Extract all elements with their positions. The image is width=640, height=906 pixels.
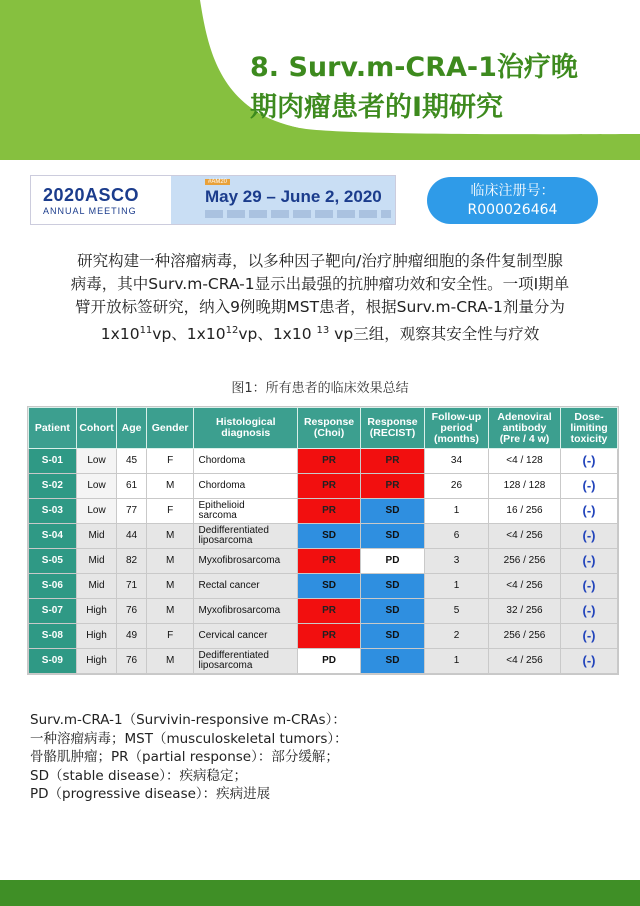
age-cell: 44 — [117, 524, 146, 549]
follow-up-cell: 1 — [424, 574, 488, 599]
dose-high-exponent: 13 — [316, 325, 330, 336]
toxicity-cell: (-) — [561, 524, 618, 549]
cohort-cell: Low — [76, 474, 117, 499]
patient-id: S-04 — [29, 524, 77, 549]
note-line-2: 一种溶瘤病毒；MST（musculoskeletal tumors）： — [30, 730, 348, 747]
note-line-5: PD（progressive disease）：疾病进展 — [30, 786, 271, 802]
response-recist-cell: SD — [361, 624, 425, 649]
toxicity-cell: (-) — [561, 499, 618, 524]
patient-id: S-09 — [29, 649, 77, 674]
diagnosis-cell: Epithelioid sarcoma — [194, 499, 298, 524]
table-row — [29, 599, 618, 624]
gender-cell: M — [146, 649, 194, 674]
age-cell: 71 — [117, 574, 146, 599]
antibody-cell: 128 / 128 — [488, 474, 560, 499]
antibody-cell: 256 / 256 — [488, 624, 560, 649]
response-recist-cell: SD — [361, 499, 425, 524]
age-cell: 82 — [117, 549, 146, 574]
gender-cell: M — [146, 549, 194, 574]
response-choi-cell: SD — [298, 524, 361, 549]
response-choi-cell: PR — [298, 449, 361, 474]
response-choi-cell: SD — [298, 574, 361, 599]
header-response-choi: Response (Choi) — [298, 408, 361, 449]
diagnosis-cell: Rectal cancer — [194, 574, 298, 599]
header-follow-up: Follow-up period (months) — [424, 408, 488, 449]
antibody-cell: <4 / 256 — [488, 574, 560, 599]
intro-line-3: 臂开放标签研究，纳入9例晚期MST患者，根据Surv.m-CRA-1剂量分为 — [75, 298, 565, 316]
response-recist-cell: SD — [361, 649, 425, 674]
follow-up-cell: 2 — [424, 624, 488, 649]
registration-badge — [427, 177, 598, 224]
asco-subtitle: ANNUAL MEETING — [43, 205, 137, 216]
patient-id: S-08 — [29, 624, 77, 649]
asco-dates-block — [171, 176, 395, 224]
cohort-cell: Mid — [76, 574, 117, 599]
intro-tail: vp三组，观察其安全性与疗效 — [329, 325, 540, 343]
clinical-results-table — [28, 407, 618, 674]
asco-dates: May 29 – June 2, 2020 — [205, 187, 382, 206]
page-title-line-2: 期肉瘤患者的I期研究 — [250, 92, 504, 123]
response-choi-cell: PR — [298, 474, 361, 499]
table-row — [29, 549, 618, 574]
response-recist-cell: PD — [361, 549, 425, 574]
header-response-recist: Response (RECIST) — [361, 408, 425, 449]
cohort-cell: Low — [76, 449, 117, 474]
note-line-4: SD（stable disease）：疾病稳定； — [30, 767, 248, 784]
response-choi-cell: PR — [298, 599, 361, 624]
toxicity-cell: (-) — [561, 474, 618, 499]
table-row — [29, 499, 618, 524]
header-gender: Gender — [146, 408, 194, 449]
diagnosis-cell: Dedifferentiated liposarcoma — [194, 649, 298, 674]
dose-high: vp、1x10 — [238, 325, 317, 343]
cohort-cell: Mid — [76, 549, 117, 574]
asco-logo: 2020ASCO — [43, 184, 140, 205]
header-toxicity: Dose- limiting toxicity — [561, 408, 618, 449]
table-row — [29, 524, 618, 549]
header-antibody: Adenoviral antibody (Pre / 4 w) — [488, 408, 560, 449]
antibody-cell: <4 / 128 — [488, 449, 560, 474]
toxicity-cell: (-) — [561, 549, 618, 574]
cohort-cell: High — [76, 599, 117, 624]
cohort-cell: High — [76, 624, 117, 649]
cohort-cell: High — [76, 649, 117, 674]
table-row — [29, 474, 618, 499]
response-recist-cell: SD — [361, 599, 425, 624]
response-recist-cell: PR — [361, 474, 425, 499]
age-cell: 77 — [117, 499, 146, 524]
antibody-cell: <4 / 256 — [488, 649, 560, 674]
asco-banner — [30, 175, 396, 225]
response-recist-cell: SD — [361, 524, 425, 549]
follow-up-cell: 1 — [424, 649, 488, 674]
abbreviation-notes — [30, 711, 450, 804]
antibody-cell: 32 / 256 — [488, 599, 560, 624]
gender-cell: M — [146, 574, 194, 599]
asco-fine-print — [205, 210, 391, 218]
diagnosis-cell: Chordoma — [194, 449, 298, 474]
patient-id: S-05 — [29, 549, 77, 574]
age-cell: 76 — [117, 599, 146, 624]
study-intro — [30, 250, 610, 346]
diagnosis-cell: Myxofibrosarcoma — [194, 599, 298, 624]
diagnosis-cell: Cervical cancer — [194, 624, 298, 649]
antibody-cell: 256 / 256 — [488, 549, 560, 574]
page-title-line-1: 8. Surv.m-CRA-1治疗晚 — [250, 52, 578, 83]
intro-line-4 — [30, 319, 610, 346]
follow-up-cell: 26 — [424, 474, 488, 499]
footer-green-bar — [0, 880, 640, 906]
gender-cell: M — [146, 524, 194, 549]
intro-line-2: 病毒，其中Surv.m-CRA-1显示出最强的抗肿瘤功效和安全性。一项I期单 — [70, 275, 570, 293]
header-patient: Patient — [29, 408, 77, 449]
follow-up-cell: 6 — [424, 524, 488, 549]
response-choi-cell: PD — [298, 649, 361, 674]
page-title — [250, 48, 630, 128]
follow-up-cell: 5 — [424, 599, 488, 624]
response-recist-cell: SD — [361, 574, 425, 599]
gender-cell: M — [146, 599, 194, 624]
header-diagnosis: Histological diagnosis — [194, 408, 298, 449]
response-recist-cell: PR — [361, 449, 425, 474]
intro-line-1: 研究构建一种溶瘤病毒，以多种因子靶向/治疗肿瘤细胞的条件复制型腺 — [77, 252, 563, 270]
toxicity-cell: (-) — [561, 449, 618, 474]
gender-cell: F — [146, 499, 194, 524]
figure-caption: 图1：所有患者的临床效果总结 — [231, 381, 409, 396]
antibody-cell: <4 / 256 — [488, 524, 560, 549]
header-cohort: Cohort — [76, 408, 117, 449]
cohort-cell: Mid — [76, 524, 117, 549]
gender-cell: M — [146, 474, 194, 499]
response-choi-cell: PR — [298, 624, 361, 649]
follow-up-cell: 1 — [424, 499, 488, 524]
age-cell: 49 — [117, 624, 146, 649]
header-age: Age — [117, 408, 146, 449]
diagnosis-cell: Myxofibrosarcoma — [194, 549, 298, 574]
response-choi-cell: PR — [298, 499, 361, 524]
patient-id: S-07 — [29, 599, 77, 624]
dose-low: 1x10 — [100, 325, 140, 343]
patient-id: S-03 — [29, 499, 77, 524]
dose-low-exponent: 11 — [139, 325, 153, 336]
age-cell: 76 — [117, 649, 146, 674]
age-cell: 45 — [117, 449, 146, 474]
toxicity-cell: (-) — [561, 649, 618, 674]
follow-up-cell: 34 — [424, 449, 488, 474]
age-cell: 61 — [117, 474, 146, 499]
dose-mid-exponent: 12 — [225, 325, 239, 336]
toxicity-cell: (-) — [561, 574, 618, 599]
asco-logo-block — [31, 176, 171, 224]
patient-id: S-02 — [29, 474, 77, 499]
table-row — [29, 449, 618, 474]
note-line-1: Surv.m-CRA-1（Survivin-responsive m-CRAs）： — [30, 712, 346, 728]
diagnosis-cell: Dedifferentiated liposarcoma — [194, 524, 298, 549]
asco-hashtag: #AM20 — [205, 179, 230, 185]
patient-id: S-01 — [29, 449, 77, 474]
response-choi-cell: PR — [298, 549, 361, 574]
table-header-row — [29, 408, 618, 449]
registration-number: R000026464 — [467, 201, 558, 218]
table-row — [29, 574, 618, 599]
toxicity-cell: (-) — [561, 624, 618, 649]
gender-cell: F — [146, 624, 194, 649]
table-row — [29, 649, 618, 674]
follow-up-cell: 3 — [424, 549, 488, 574]
cohort-cell: Low — [76, 499, 117, 524]
registration-label: 临床注册号： — [470, 182, 555, 199]
diagnosis-cell: Chordoma — [194, 474, 298, 499]
toxicity-cell: (-) — [561, 599, 618, 624]
antibody-cell: 16 / 256 — [488, 499, 560, 524]
patient-id: S-06 — [29, 574, 77, 599]
note-line-3: 骨骼肌肿瘤；PR（partial response）：部分缓解； — [30, 749, 339, 765]
dose-mid: vp、1x10 — [152, 325, 226, 343]
gender-cell: F — [146, 449, 194, 474]
table-row — [29, 624, 618, 649]
